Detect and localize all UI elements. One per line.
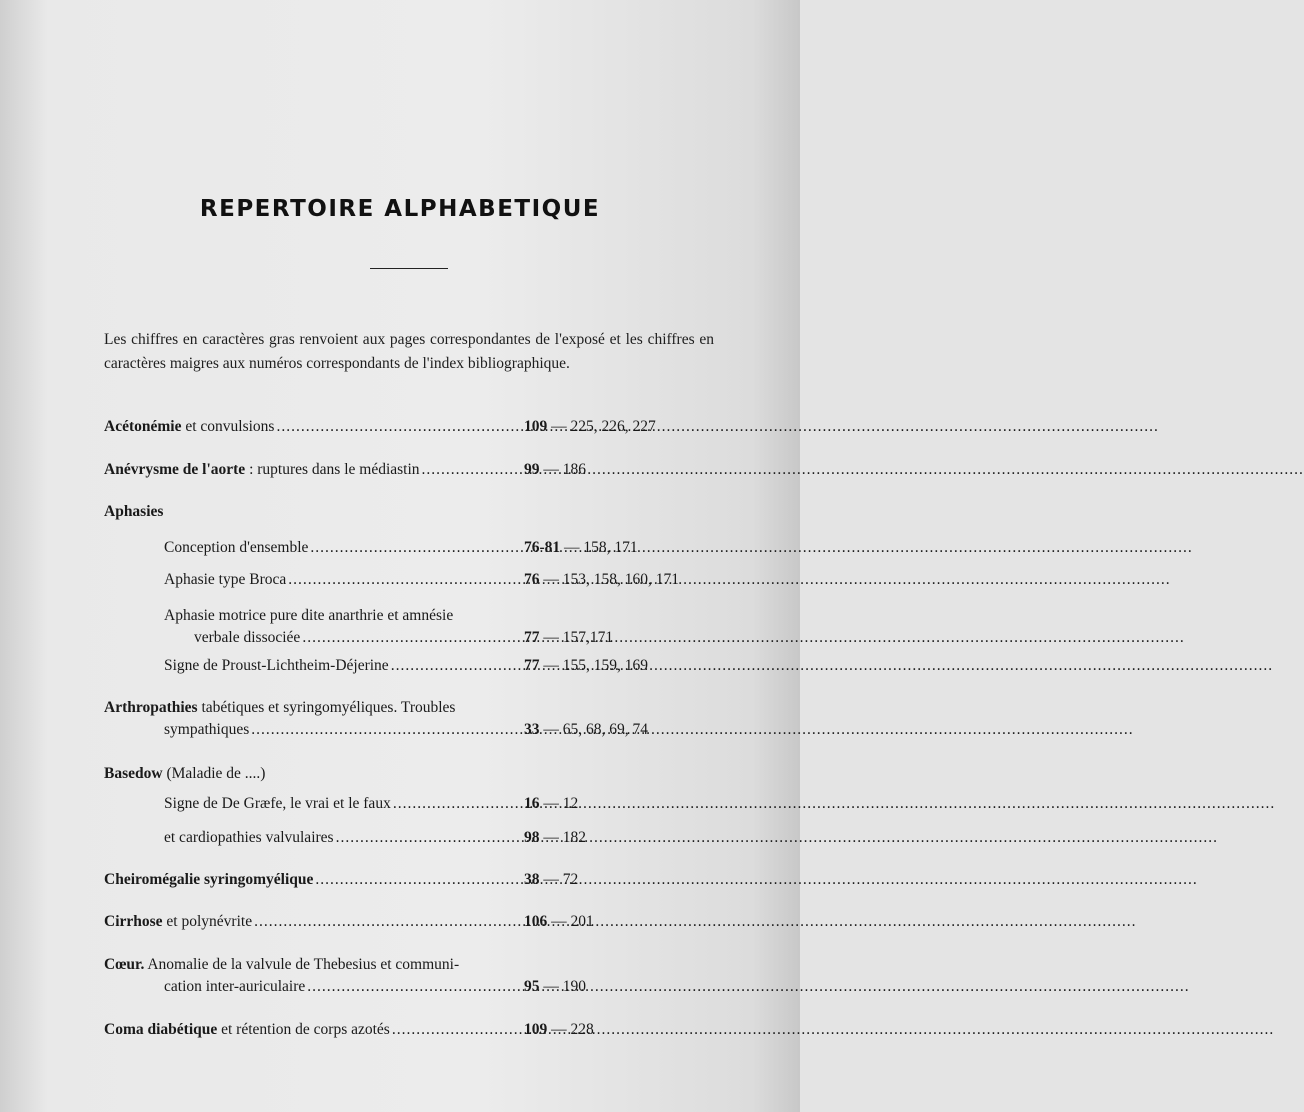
entry-head: Anévrysme de l'aorte xyxy=(104,461,246,478)
entry-head: Aphasies xyxy=(104,503,164,520)
entry-acetonemie xyxy=(104,417,504,437)
entry-reference xyxy=(524,828,586,848)
page-number: 109 xyxy=(524,418,548,435)
entry-text: Aphasie type Broca xyxy=(164,571,287,588)
entry-text: et polynévrite xyxy=(162,913,253,930)
entry-head: Cheiromégalie syringomyélique xyxy=(104,871,314,888)
entry-head: Arthropathies xyxy=(104,699,198,716)
entry-head: Cœur. xyxy=(104,956,145,973)
entry-aphasies xyxy=(104,502,504,522)
entry-text: Signe de Proust-Lichtheim-Déjerine xyxy=(164,657,389,674)
entry-reference xyxy=(524,570,679,590)
title-rule xyxy=(370,268,448,269)
page-number: 76-81 xyxy=(524,539,561,556)
leader-dots xyxy=(254,912,1136,932)
entry-coeur xyxy=(104,955,714,975)
bibliography-numbers: — 190 xyxy=(539,978,586,995)
leader-dots xyxy=(251,720,1133,740)
entry-text: sympathiques xyxy=(164,721,250,738)
intro-paragraph: Les chiffres en caractères gras renvoient aux pages correspondantes de l'exposé et les chiffres en caractères maigres aux numéros correspondants de l'index bibliographique. xyxy=(104,331,714,372)
bibliography-numbers: — 182 xyxy=(539,829,586,846)
leader-dots xyxy=(302,628,1184,648)
subentry-sympathiques xyxy=(164,720,504,740)
entry-reference xyxy=(524,912,594,932)
bibliography-numbers: — 155, 159, 169 xyxy=(539,657,648,674)
subentry-cardiopathies xyxy=(164,828,504,848)
leader-dots xyxy=(310,538,1192,558)
bibliography-numbers: — 157,171 xyxy=(539,629,614,646)
page-number: 77 xyxy=(524,629,540,646)
entry-head: Acétonémie xyxy=(104,418,182,435)
entry-text: Anomalie de la valvule de Thebesius et communi- xyxy=(144,956,460,973)
page-number: 109 xyxy=(524,1021,548,1038)
entry-head: Coma diabétique xyxy=(104,1021,218,1038)
page-number: 106 xyxy=(524,913,548,930)
entry-arthropathies xyxy=(104,698,714,718)
bibliography-numbers: — 201 xyxy=(547,913,594,930)
bibliography-numbers: — 186 xyxy=(539,461,586,478)
subentry-broca xyxy=(164,570,504,590)
page-number: 95 xyxy=(524,978,540,995)
entry-text: et convulsions xyxy=(181,418,275,435)
entry-text: Aphasie motrice pure dite anarthrie et amnésie xyxy=(164,607,454,624)
entry-text: Signe de De Græfe, le vrai et le faux xyxy=(164,795,391,812)
page-number: 76 xyxy=(524,571,540,588)
entry-text: tabétiques et syringomyéliques. Troubles xyxy=(197,699,456,716)
page-number: 16 xyxy=(524,795,540,812)
entry-reference xyxy=(524,977,586,997)
page-number: 33 xyxy=(524,721,540,738)
leader-dots xyxy=(315,870,1197,890)
page-title: REPERTOIRE ALPHABETIQUE xyxy=(199,196,601,222)
page-number: 99 xyxy=(524,461,540,478)
bibliography-numbers: — 65, 68, 69, 74 xyxy=(539,721,648,738)
entry-coma-diabetique xyxy=(104,1020,504,1040)
entry-reference xyxy=(524,720,648,740)
leader-dots xyxy=(336,828,1218,848)
entry-head: Cirrhose xyxy=(104,913,163,930)
entry-basedow xyxy=(104,764,504,784)
page-number: 77 xyxy=(524,657,540,674)
entry-reference xyxy=(524,870,578,890)
subentry-cation-inter-auriculaire xyxy=(164,977,504,997)
subentry-aphasie-motrice xyxy=(164,606,504,626)
page-number: 38 xyxy=(524,871,540,888)
entry-cirrhose xyxy=(104,912,504,932)
entry-text: cation inter-auriculaire xyxy=(164,978,306,995)
bibliography-numbers: — 225, 226, 227 xyxy=(547,418,656,435)
bibliography-numbers: — 72 xyxy=(539,871,579,888)
entry-text: verbale dissociée xyxy=(194,629,301,646)
entry-text: et rétention de corps azotés xyxy=(217,1021,390,1038)
entry-head: Basedow xyxy=(104,765,163,782)
bibliography-numbers: — 153, 158, 160, 171 xyxy=(539,571,679,588)
entry-text: et cardiopathies valvulaires xyxy=(164,829,334,846)
bibliography-numbers: — 12 xyxy=(539,795,579,812)
entry-reference xyxy=(524,794,578,814)
subentry-graefe xyxy=(164,794,504,814)
entry-cheiromegalie xyxy=(104,870,504,890)
entry-reference xyxy=(524,628,613,648)
bibliography-numbers: — 228 xyxy=(547,1021,594,1038)
entry-reference xyxy=(524,538,638,558)
leader-dots xyxy=(307,977,1189,997)
subentry-proust xyxy=(164,656,504,676)
subentry-conception xyxy=(164,538,504,558)
entry-anevrysme xyxy=(104,460,504,480)
entry-text: : ruptures dans le médiastin xyxy=(245,461,420,478)
bibliography-numbers: — 158, 171 xyxy=(560,539,638,556)
entry-reference xyxy=(524,656,648,676)
entry-text: Conception d'ensemble xyxy=(164,539,309,556)
leader-dots xyxy=(288,570,1170,590)
page-number: 98 xyxy=(524,829,540,846)
leader-dots xyxy=(276,417,1158,437)
entry-reference xyxy=(524,460,586,480)
entry-reference xyxy=(524,1020,594,1040)
entry-reference xyxy=(524,417,656,437)
entry-text: (Maladie de ....) xyxy=(162,765,266,782)
subentry-verbale-dissociee xyxy=(194,628,504,648)
